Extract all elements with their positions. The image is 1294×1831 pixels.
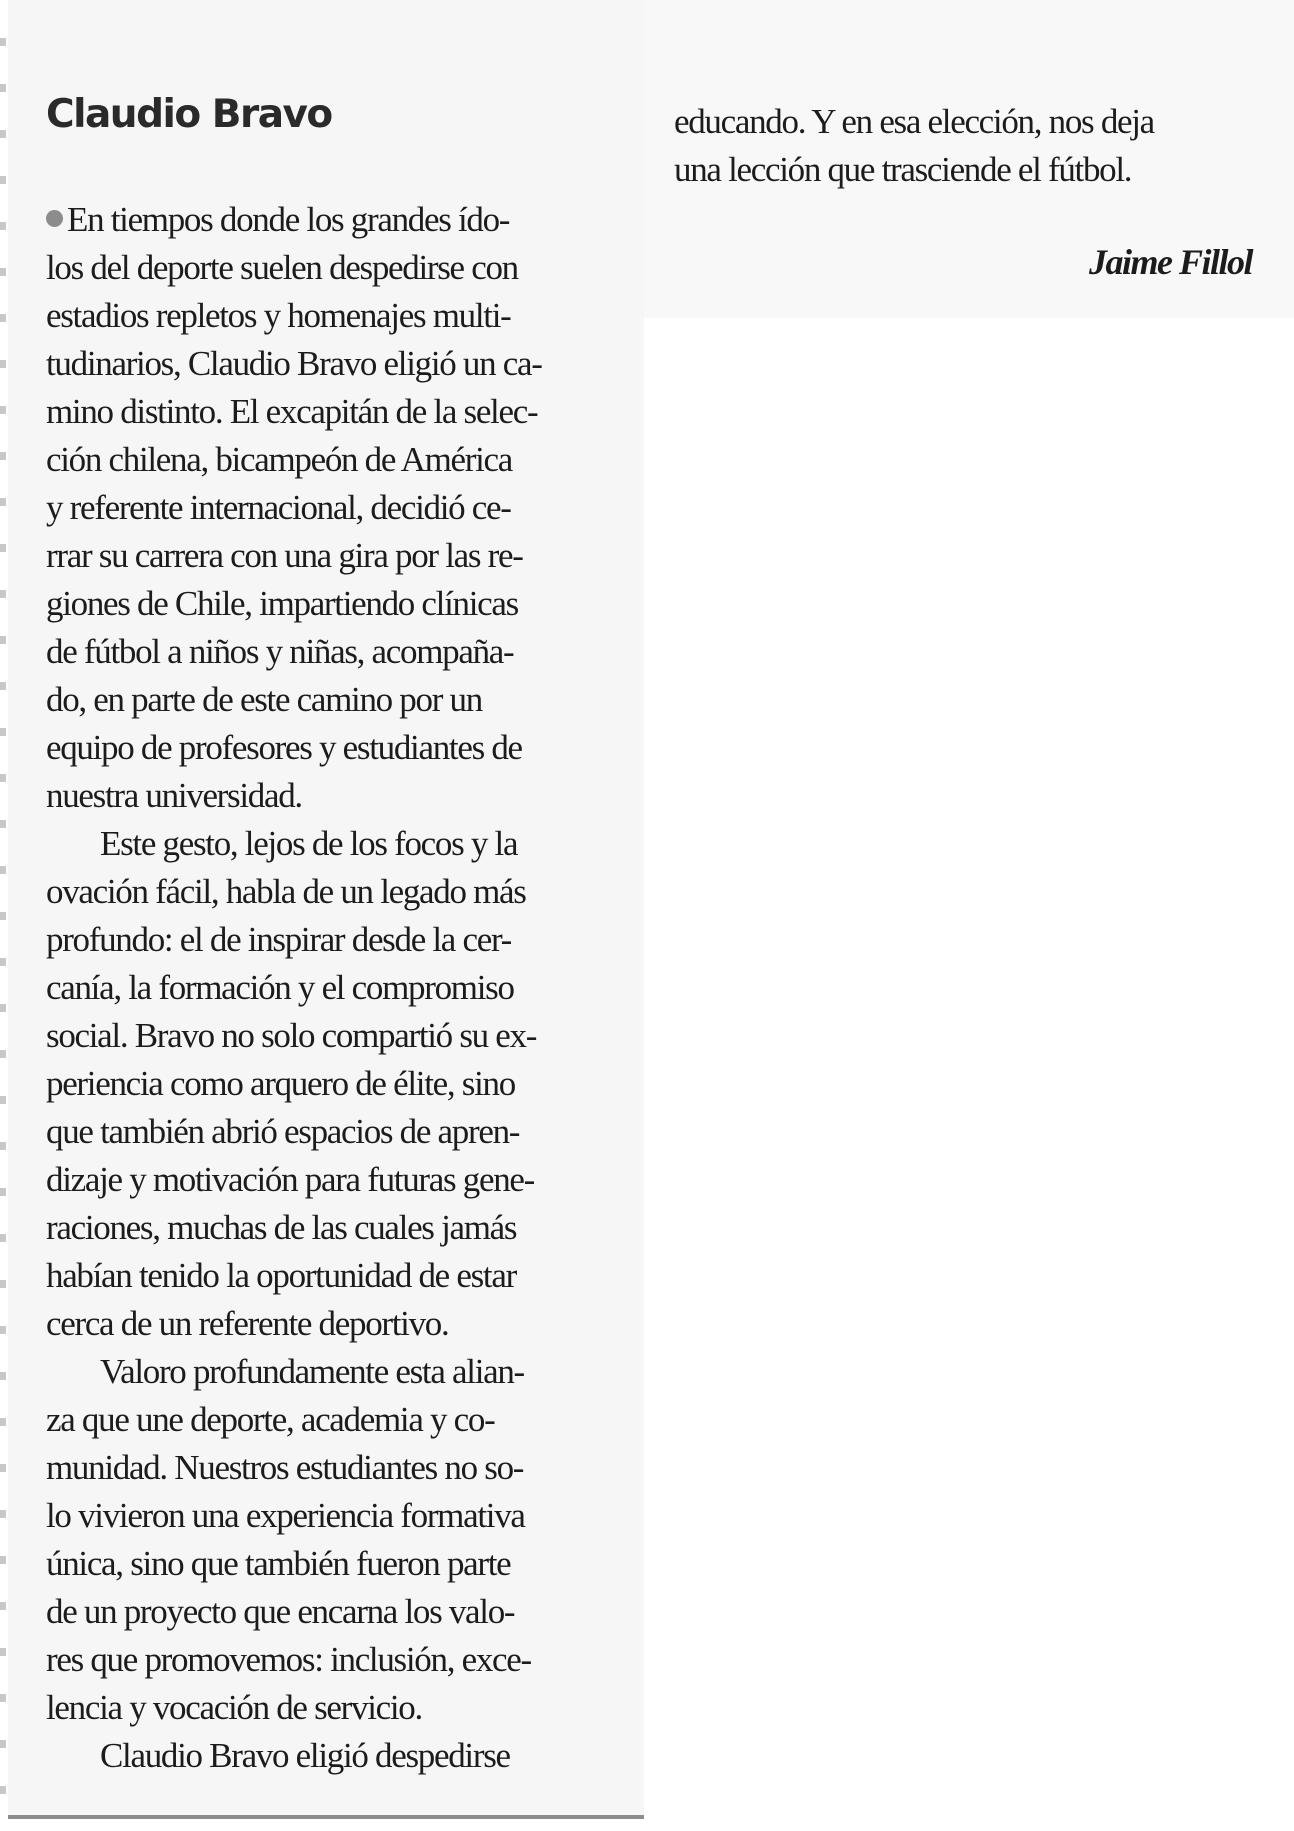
- body-line: raciones, muchas de las cuales jamás: [46, 1208, 517, 1247]
- bullet-icon: [46, 210, 63, 227]
- body-line: nuestra universidad.: [46, 776, 302, 815]
- body-line: dizaje y motivación para futuras gene-: [46, 1160, 535, 1199]
- body-line: giones de Chile, impartiendo clínicas: [46, 584, 518, 623]
- body-line: social. Bravo no solo compartió su ex-: [46, 1016, 537, 1055]
- paragraph-start-line: Claudio Bravo eligió despedirse: [100, 1736, 510, 1775]
- letter-signature: Jaime Fillol: [1088, 242, 1252, 282]
- body-line: ovación fácil, habla de un legado más: [46, 872, 526, 911]
- body-line: lencia y vocación de servicio.: [46, 1688, 422, 1727]
- body-line: periencia como arquero de élite, sino: [46, 1064, 515, 1103]
- body-line: tudinarios, Claudio Bravo eligió un ca-: [46, 344, 542, 383]
- letter-headline: Claudio Bravo: [46, 92, 332, 137]
- body-line: lo vivieron una experiencia formativa: [46, 1496, 525, 1535]
- body-line: munidad. Nuestros estudiantes no so-: [46, 1448, 524, 1487]
- body-line-text: En tiempos donde los grandes ído-: [67, 200, 510, 239]
- body-line: cerca de un referente deportivo.: [46, 1304, 449, 1343]
- paragraph-start-line: Este gesto, lejos de los focos y la: [100, 824, 518, 863]
- body-line: rrar su carrera con una gira por las re-: [46, 536, 523, 575]
- body-line: y referente internacional, decidió ce-: [46, 488, 511, 527]
- body-line: de un proyecto que encarna los valo-: [46, 1592, 515, 1631]
- body-line: una lección que trasciende el fútbol.: [674, 150, 1132, 189]
- paragraph-start-line: Valoro profundamente esta alian-: [100, 1352, 524, 1391]
- body-line: única, sino que también fueron parte: [46, 1544, 511, 1583]
- body-line: equipo de profesores y estudiantes de: [46, 728, 522, 767]
- letter-body-right-column: [674, 98, 1252, 194]
- body-line: mino distinto. El excapitán de la selec-: [46, 392, 538, 431]
- body-line: que también abrió espacios de apren-: [46, 1112, 520, 1151]
- body-line: canía, la formación y el compromiso: [46, 968, 514, 1007]
- body-line: de fútbol a niños y niñas, acompaña-: [46, 632, 514, 671]
- body-line: los del deporte suelen despedirse con: [46, 248, 518, 287]
- bottom-rule: [8, 1815, 644, 1819]
- body-line: educando. Y en esa elección, nos deja: [674, 102, 1154, 141]
- body-line: [46, 196, 624, 244]
- body-line: estadios repletos y homenajes multi-: [46, 296, 511, 335]
- body-line: habían tenido la oportunidad de estar: [46, 1256, 516, 1295]
- body-line: ción chilena, bicampeón de América: [46, 440, 513, 479]
- left-edge-marks: [0, 0, 6, 1831]
- body-line: do, en parte de este camino por un: [46, 680, 482, 719]
- body-line: profundo: el de inspirar desde la cer-: [46, 920, 511, 959]
- body-line: res que promovemos: inclusión, exce-: [46, 1640, 531, 1679]
- letter-body-left-column: [46, 196, 624, 1780]
- body-line: za que une deporte, academia y co-: [46, 1400, 495, 1439]
